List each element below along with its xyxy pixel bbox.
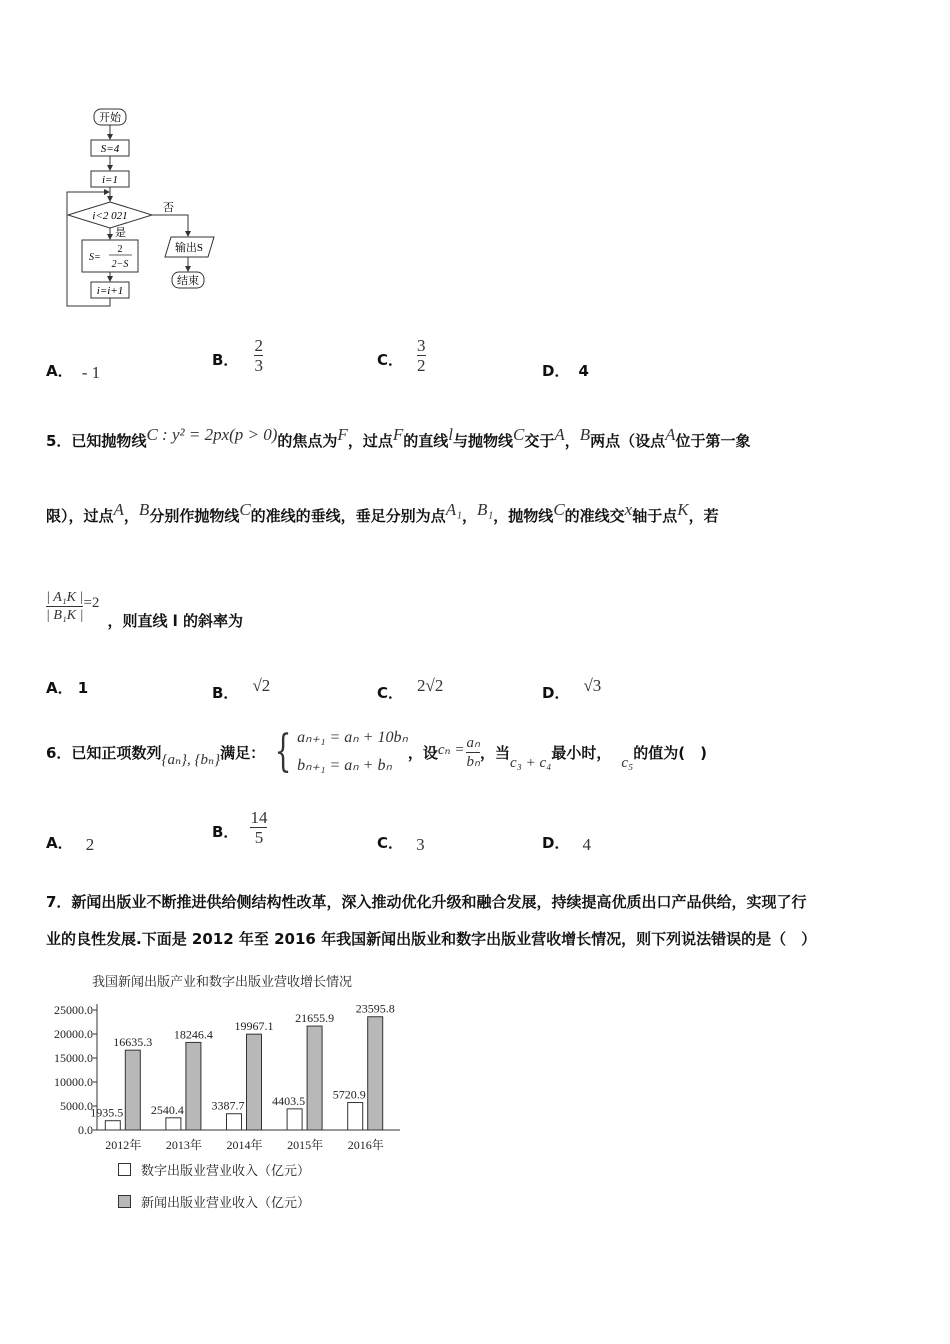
fraction-denominator: | B₁K |: [46, 608, 84, 623]
q6-option-b[interactable]: [212, 808, 267, 847]
option-label: D．: [542, 834, 570, 852]
fraction: [254, 336, 263, 375]
q5-math: B: [138, 500, 150, 519]
option-value: √3: [583, 675, 602, 695]
option-label: D．: [542, 362, 570, 380]
q5-ratio-fraction: [46, 589, 83, 624]
q5-text: 分别作抛物线: [149, 507, 240, 525]
q5-text: 限），过点: [46, 507, 114, 525]
q5-line-2: [46, 500, 719, 526]
q4-option-a[interactable]: [46, 360, 100, 381]
fraction-denominator: 3: [254, 356, 263, 375]
q6-text: 的值为( ): [633, 743, 707, 762]
flow-assign-num: 2: [117, 244, 123, 255]
q5-text: ，若: [688, 507, 719, 525]
bar-digital: [105, 1121, 120, 1130]
q5-math: C: [553, 500, 565, 519]
fraction: [417, 336, 426, 375]
option-label: C．: [377, 351, 404, 369]
q4-option-b[interactable]: [212, 336, 263, 375]
fraction: [250, 808, 267, 847]
option-label: A．: [46, 679, 73, 697]
q5-option-d[interactable]: [542, 668, 601, 703]
fraction-numerator: 3: [417, 336, 426, 355]
q5-math: x: [624, 500, 633, 519]
q5-text: 的准线交: [564, 507, 625, 525]
fraction-numerator: | A₁K |: [46, 590, 84, 605]
bar-news: [247, 1034, 262, 1130]
option-label: B．: [212, 684, 239, 702]
legend-item-news: [118, 1192, 310, 1211]
option-label: C．: [377, 834, 404, 852]
option-label: B．: [212, 823, 239, 841]
x-tick-label: 2016年: [347, 1138, 384, 1152]
q6-stem: [46, 724, 707, 780]
q5-option-a[interactable]: [46, 677, 88, 698]
flowchart: [55, 100, 235, 315]
q6-text: 最小时，: [551, 743, 612, 762]
y-tick-label: 5000.0: [60, 1099, 93, 1113]
q6-text: ，设: [407, 743, 438, 762]
q6-system: [269, 724, 408, 780]
fraction-denominator: 5: [254, 828, 264, 847]
q6-option-d[interactable]: [542, 832, 591, 853]
q5-line-1: [46, 425, 751, 451]
q4-option-c[interactable]: [377, 336, 426, 375]
q7-line-1: 7．新闻出版业不断推进供给侧结构性改革，深入推动优化升级和融合发展，持续提高优质出口产品供给，实现了行: [46, 893, 807, 911]
q5-text: 的焦点为: [277, 432, 338, 450]
fraction-numerator: 2: [254, 336, 263, 355]
flow-assign-lhs: S=: [89, 252, 101, 263]
x-tick-label: 2015年: [287, 1138, 324, 1152]
q5-math: C: [512, 425, 525, 444]
q4-option-d[interactable]: [542, 360, 589, 381]
option-value: - 1: [81, 363, 101, 382]
flow-start-text: 开始: [99, 112, 121, 124]
q6-system-eq1: aₙ₊₁ = aₙ + 10bₙ: [297, 729, 408, 746]
flow-condition-text: i<2 021: [92, 210, 128, 222]
fraction-denominator: bₙ: [466, 753, 480, 770]
legend-label-digital: 数字出版业营业收入（亿元）: [141, 1164, 311, 1179]
q5-math: A: [665, 425, 676, 444]
bar-digital: [227, 1114, 242, 1130]
q5-text: 5．已知抛物线: [46, 432, 147, 450]
flow-no-label: 否: [163, 202, 174, 214]
bar-news: [307, 1026, 322, 1130]
data-label-digital: 5720.9: [332, 1087, 366, 1102]
q5-option-b[interactable]: [212, 668, 270, 703]
fraction-denominator: 2: [417, 356, 426, 375]
bar-news: [368, 1017, 383, 1130]
q5-text: 的准线的垂线，垂足分别为点: [250, 507, 446, 525]
q5-line-3: ，则直线 l 的斜率为: [107, 612, 244, 630]
data-label-digital: 2540.4: [150, 1102, 184, 1117]
q6-c-fraction: [466, 734, 479, 771]
option-label: B．: [212, 351, 239, 369]
data-label-digital: 4403.5: [272, 1093, 306, 1108]
q5-text: ，过点: [347, 432, 393, 450]
flow-assign-den: 2−S: [111, 259, 129, 270]
x-tick-label: 2012年: [105, 1138, 142, 1152]
q6-system-eq2: bₙ₊₁ = aₙ + bₙ: [297, 757, 392, 774]
q5-math: B₁: [477, 500, 494, 519]
q5-text: ，抛物线: [493, 507, 554, 525]
fraction-numerator: aₙ: [466, 734, 480, 751]
q5-text: ，: [461, 507, 477, 525]
q5-math-parabola: C : y² = 2px(p > 0): [146, 425, 278, 444]
legend-label-news: 新闻出版业营业收入（亿元）: [141, 1196, 311, 1211]
option-value: 2: [85, 835, 95, 854]
flow-end-text: 结束: [177, 275, 199, 287]
x-tick-label: 2014年: [226, 1138, 263, 1152]
legend-swatch-digital: [118, 1163, 131, 1176]
bar-digital: [287, 1109, 302, 1130]
q6-option-c[interactable]: [377, 832, 425, 853]
chart-title: 我国新闻出版产业和数字出版业营收增长情况: [92, 974, 353, 989]
data-label-news: 21655.9: [295, 1011, 335, 1026]
q5-math: K: [677, 500, 689, 519]
option-value: √2: [252, 675, 271, 695]
option-value: 4: [578, 362, 589, 380]
chart-legend: [118, 1160, 310, 1211]
q5-text: 位于第一象: [675, 432, 751, 450]
data-label-news: 19967.1: [234, 1019, 274, 1034]
bar-digital: [348, 1103, 363, 1130]
option-value: 4: [582, 835, 592, 854]
q6-text: ，当: [479, 743, 510, 762]
y-tick-label: 0.0: [78, 1123, 93, 1137]
q7-line-2: 业的良性发展.下面是 2012 年至 2016 年我国新闻出版业和数字出版业营收增长情况，则下列说法错误的是（ ）: [46, 930, 817, 948]
left-brace-icon: {: [274, 726, 292, 777]
q5-math: A: [113, 500, 124, 519]
q5-math: l: [448, 425, 453, 444]
q6-math-seq: {aₙ}, {bₙ}: [161, 751, 221, 768]
data-label-digital: 3387.7: [211, 1098, 245, 1113]
q5-text: 与抛物线: [452, 432, 513, 450]
q5-ratio-eq: =2: [83, 595, 100, 611]
option-label: A．: [46, 834, 73, 852]
data-label-digital: 1935.5: [90, 1105, 124, 1120]
q5-text: 交于: [524, 432, 555, 450]
flow-i-init-text: i=1: [102, 174, 118, 186]
q5-text: ，: [564, 432, 580, 450]
q5-math: A₁: [445, 500, 462, 519]
q5-text: 的直线: [403, 432, 449, 450]
flow-increment-text: i=i+1: [96, 285, 124, 297]
q5-text: ，: [123, 507, 139, 525]
q6-text: 满足：: [220, 743, 266, 762]
data-label-news: 18246.4: [173, 1027, 213, 1042]
q6-c-def-lhs: cₙ =: [437, 741, 465, 758]
q6-math-c5: c₅: [621, 754, 634, 771]
flow-output-text: 输出S: [174, 242, 204, 254]
y-tick-label: 15000.0: [54, 1051, 93, 1065]
y-tick-label: 10000.0: [54, 1075, 93, 1089]
q5-text: 轴于点: [632, 507, 678, 525]
option-value: 3: [416, 835, 425, 854]
flow-yes-label: 是: [115, 227, 126, 239]
option-label: D．: [542, 684, 570, 702]
q5-math: C: [239, 500, 251, 519]
q6-math-sum: c₃ + c₄: [509, 754, 552, 771]
y-tick-label: 25000.0: [54, 1003, 93, 1017]
option-label: A．: [46, 362, 73, 380]
q5-text: 两点（设点: [590, 432, 666, 450]
x-tick-label: 2013年: [165, 1138, 202, 1152]
bar-news: [186, 1042, 201, 1130]
bar-digital: [166, 1118, 181, 1130]
fraction-numerator: 14: [250, 808, 268, 827]
q5-math: F: [337, 425, 348, 444]
data-label-news: 16635.3: [113, 1035, 153, 1050]
q5-condition: [46, 582, 243, 631]
legend-item-digital: [118, 1160, 310, 1179]
q5-math: F: [392, 425, 404, 444]
legend-swatch-news: [118, 1195, 131, 1208]
q6-option-a[interactable]: [46, 832, 94, 853]
q5-option-c[interactable]: [377, 668, 443, 703]
flow-s-init-text: S=4: [100, 143, 120, 155]
option-value: 1: [77, 679, 89, 697]
q6-text: 6．已知正项数列: [46, 743, 162, 762]
y-tick-label: 20000.0: [54, 1027, 93, 1041]
q5-math: A: [554, 425, 565, 444]
q5-math: B: [579, 425, 591, 444]
bar-news: [125, 1050, 140, 1130]
option-value: 2√2: [417, 675, 444, 695]
option-label: C．: [377, 684, 404, 702]
data-label-news: 23595.8: [355, 1001, 395, 1016]
